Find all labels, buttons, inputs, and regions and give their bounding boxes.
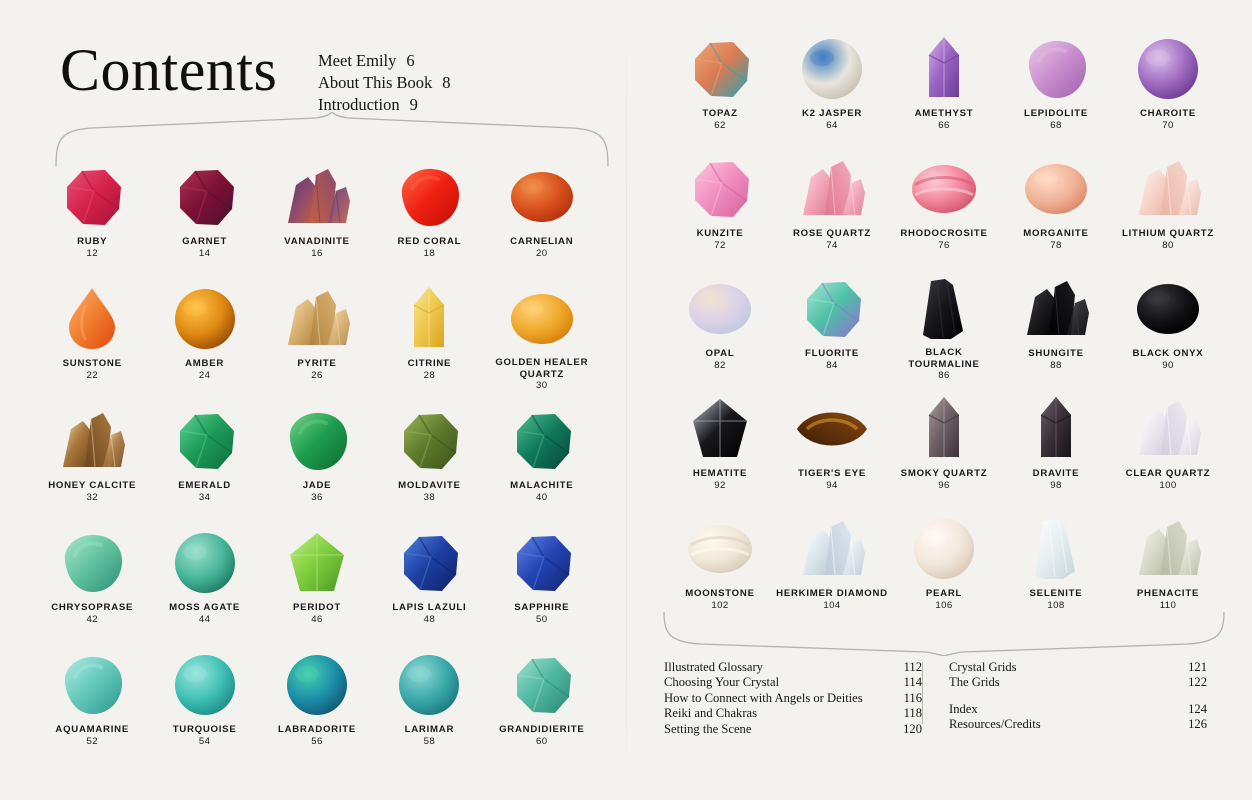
- contents-entry[interactable]: [1000, 512, 1112, 622]
- crystal-name: SAPPHIRE: [514, 602, 570, 613]
- crystal-illustration: [1112, 392, 1224, 466]
- crystal-illustration: [1112, 152, 1224, 226]
- contents-entry[interactable]: [888, 32, 1000, 142]
- crystal-name: CLEAR QUARTZ: [1125, 468, 1211, 479]
- contents-entry[interactable]: [261, 526, 373, 636]
- book-spine: [626, 0, 627, 800]
- page-title: Contents: [60, 37, 278, 103]
- crystal-page-number: 68: [1050, 119, 1062, 131]
- back-matter-page: 116: [903, 690, 922, 705]
- crystal-page-number: 20: [536, 247, 548, 259]
- contents-entry[interactable]: [1112, 152, 1224, 262]
- front-matter-list: [318, 50, 451, 116]
- contents-entry[interactable]: [373, 526, 485, 636]
- crystal-page-number: 72: [714, 239, 726, 251]
- back-matter-label: Setting the Scene: [664, 721, 752, 736]
- crystal-name: BLACK TOURMALINE: [908, 347, 980, 370]
- crystal-name: AQUAMARINE: [55, 724, 129, 735]
- crystal-illustration: [148, 160, 260, 234]
- crystal-page-number: 36: [311, 491, 323, 503]
- back-matter-row[interactable]: [664, 675, 922, 690]
- crystal-page-number: 94: [826, 479, 838, 491]
- back-matter-page: 120: [903, 721, 922, 736]
- crystal-name: PYRITE: [297, 358, 337, 369]
- contents-entry[interactable]: [888, 272, 1000, 382]
- back-matter-label: Reiki and Chakras: [664, 706, 758, 721]
- crystal-illustration: [148, 526, 260, 600]
- contents-entry[interactable]: [148, 282, 260, 392]
- crystal-name: OPAL: [705, 348, 735, 359]
- crystal-illustration: [888, 272, 1000, 345]
- crystal-page-number: 70: [1162, 119, 1174, 131]
- crystal-name: GRANDIDIERITE: [499, 724, 585, 735]
- crystal-page-number: 86: [938, 370, 950, 381]
- crystal-page-number: 28: [423, 369, 436, 381]
- crystal-illustration: [261, 404, 373, 478]
- contents-entry[interactable]: [36, 648, 148, 758]
- crystal-page-number: 106: [935, 599, 953, 611]
- crystal-page-number: 18: [423, 247, 436, 259]
- back-matter-row[interactable]: [949, 675, 1207, 690]
- crystal-illustration: [373, 648, 485, 722]
- crystal-name: KUNZITE: [696, 228, 744, 239]
- contents-entry[interactable]: [486, 648, 598, 758]
- contents-entry[interactable]: [36, 526, 148, 636]
- contents-entry[interactable]: [664, 152, 776, 262]
- crystal-name: LAPIS LAZULI: [392, 602, 467, 613]
- back-matter-label: Index: [949, 701, 978, 716]
- stone-grid-right: [664, 32, 1224, 622]
- crystal-page-number: 52: [86, 735, 98, 747]
- crystal-name: CARNELIAN: [510, 236, 574, 247]
- crystal-name: AMBER: [185, 358, 225, 369]
- crystal-illustration: [261, 526, 373, 600]
- crystal-page-number: 14: [198, 247, 211, 259]
- crystal-name: MOONSTONE: [685, 588, 755, 599]
- back-matter-label: The Grids: [949, 675, 1000, 690]
- back-matter-page: 118: [903, 706, 922, 721]
- crystal-page-number: 108: [1047, 599, 1065, 611]
- crystal-page-number: 34: [198, 491, 211, 503]
- contents-entry[interactable]: [776, 272, 888, 382]
- contents-entry[interactable]: [486, 526, 598, 636]
- crystal-name: CITRINE: [407, 358, 452, 369]
- crystal-illustration: [373, 282, 485, 356]
- back-matter-label: Resources/Credits: [949, 717, 1041, 732]
- crystal-page-number: 42: [86, 613, 98, 625]
- crystal-illustration: [664, 392, 776, 466]
- crystal-name: HEMATITE: [692, 468, 748, 479]
- crystal-name: TURQUOISE: [172, 724, 237, 735]
- contents-entry[interactable]: [261, 648, 373, 758]
- crystal-page-number: 78: [1050, 239, 1062, 251]
- crystal-name: RUBY: [77, 236, 108, 247]
- contents-entry[interactable]: [664, 32, 776, 142]
- crystal-page-number: 56: [311, 735, 323, 747]
- contents-entry[interactable]: [1000, 392, 1112, 502]
- crystal-name: DRAVITE: [1032, 468, 1080, 479]
- crystal-page-number: 58: [423, 735, 436, 747]
- back-matter-page: 122: [1188, 675, 1207, 690]
- contents-entry[interactable]: [776, 392, 888, 502]
- crystal-name: CHRYSOPRASE: [51, 602, 134, 613]
- crystal-name: SHUNGITE: [1028, 348, 1084, 359]
- contents-entry[interactable]: [261, 404, 373, 514]
- crystal-name: SUNSTONE: [62, 358, 122, 369]
- contents-entry[interactable]: [1112, 392, 1224, 502]
- contents-entry[interactable]: [1000, 272, 1112, 382]
- crystal-page-number: 88: [1050, 359, 1062, 371]
- crystal-page-number: 110: [1159, 599, 1177, 611]
- contents-entry[interactable]: [888, 392, 1000, 502]
- crystal-page-number: 98: [1050, 479, 1062, 491]
- crystal-illustration: [1112, 512, 1224, 586]
- back-matter-page: 121: [1188, 660, 1207, 674]
- crystal-illustration: [776, 512, 888, 586]
- crystal-page-number: 80: [1162, 239, 1174, 251]
- crystal-illustration: [888, 392, 1000, 466]
- back-matter-page: 112: [903, 660, 922, 674]
- contents-entry[interactable]: [148, 526, 260, 636]
- crystal-page-number: 74: [826, 239, 838, 251]
- crystal-illustration: [486, 160, 598, 234]
- crystal-illustration: [1000, 392, 1112, 466]
- crystal-page-number: 62: [714, 119, 726, 131]
- contents-entry[interactable]: [1000, 152, 1112, 262]
- contents-entry[interactable]: [1112, 512, 1224, 622]
- contents-entry[interactable]: [373, 404, 485, 514]
- crystal-illustration: [664, 152, 776, 226]
- crystal-name: MOLDAVITE: [398, 480, 461, 491]
- crystal-illustration: [36, 648, 148, 722]
- crystal-name: SMOKY QUARTZ: [900, 468, 988, 479]
- crystal-name: LARIMAR: [404, 724, 455, 735]
- crystal-page-number: 30: [536, 380, 548, 391]
- crystal-page-number: 50: [536, 613, 548, 625]
- crystal-illustration: [148, 404, 260, 478]
- contents-entry[interactable]: [148, 160, 260, 270]
- crystal-page-number: 96: [938, 479, 950, 491]
- crystal-name: LITHIUM QUARTZ: [1121, 228, 1215, 239]
- crystal-illustration: [148, 282, 260, 356]
- crystal-name: SELENITE: [1029, 588, 1083, 599]
- contents-entry[interactable]: [261, 160, 373, 270]
- crystal-name: MOSS AGATE: [169, 602, 241, 613]
- crystal-page-number: 64: [826, 119, 838, 131]
- crystal-page-number: 66: [938, 119, 950, 131]
- back-matter-row[interactable]: [664, 691, 922, 706]
- front-matter-label: Introduction: [318, 95, 400, 114]
- front-matter-row: [318, 50, 451, 72]
- crystal-illustration: [486, 526, 598, 600]
- back-matter-label: Choosing Your Crystal: [664, 675, 780, 690]
- contents-entry[interactable]: [486, 160, 598, 270]
- crystal-illustration: [776, 32, 888, 106]
- crystal-name: MORGANITE: [1023, 228, 1089, 239]
- crystal-name: BLACK ONYX: [1132, 348, 1204, 359]
- back-matter-page: 114: [903, 675, 922, 690]
- crystal-illustration: [888, 152, 1000, 226]
- crystal-illustration: [261, 648, 373, 722]
- crystal-illustration: [1000, 512, 1112, 586]
- crystal-page-number: 60: [536, 735, 548, 747]
- crystal-illustration: [664, 512, 776, 586]
- crystal-illustration: [888, 32, 1000, 106]
- crystal-name: HONEY CALCITE: [48, 480, 137, 491]
- crystal-page-number: 102: [711, 599, 729, 611]
- back-matter-page: 126: [1188, 717, 1207, 732]
- crystal-illustration: [1000, 152, 1112, 226]
- crystal-illustration: [373, 526, 485, 600]
- front-matter-page: 6: [406, 51, 415, 70]
- crystal-illustration: [261, 282, 373, 356]
- crystal-name: CHAROITE: [1139, 108, 1197, 119]
- crystal-page-number: 12: [86, 247, 98, 259]
- back-matter-spacer: [949, 691, 1207, 702]
- crystal-page-number: 32: [86, 491, 98, 503]
- stone-grid-left: [36, 160, 598, 758]
- contents-entry[interactable]: [148, 404, 260, 514]
- crystal-name: LEPIDOLITE: [1024, 108, 1088, 119]
- crystal-illustration: [148, 648, 260, 722]
- crystal-page-number: 92: [714, 479, 726, 491]
- contents-entry[interactable]: [36, 282, 148, 392]
- contents-entry[interactable]: [664, 272, 776, 382]
- crystal-name: FLUORITE: [805, 348, 859, 359]
- contents-entry[interactable]: [36, 404, 148, 514]
- crystal-name: TOPAZ: [702, 108, 738, 119]
- crystal-illustration: [486, 648, 598, 722]
- back-matter-row[interactable]: [949, 702, 1207, 717]
- crystal-page-number: 84: [826, 359, 838, 371]
- crystal-page-number: 38: [423, 491, 436, 503]
- back-matter-column-left: [664, 660, 922, 737]
- contents-entry[interactable]: [776, 512, 888, 622]
- crystal-illustration: [261, 160, 373, 234]
- crystal-name: K2 JASPER: [801, 108, 863, 119]
- crystal-illustration: [776, 272, 888, 346]
- back-matter-column-right: [923, 660, 1207, 737]
- crystal-name: EMERALD: [178, 480, 231, 491]
- crystal-name: GOLDEN HEALER QUARTZ: [495, 357, 589, 380]
- back-matter-label: Crystal Grids: [949, 660, 1017, 674]
- crystal-page-number: 82: [714, 359, 726, 371]
- crystal-name: TIGER'S EYE: [797, 468, 867, 479]
- contents-entry[interactable]: [486, 282, 598, 392]
- crystal-illustration: [776, 392, 888, 466]
- crystal-illustration: [486, 404, 598, 478]
- contents-entry[interactable]: [36, 160, 148, 270]
- contents-entry[interactable]: [1112, 272, 1224, 382]
- crystal-illustration: [1000, 32, 1112, 106]
- front-matter-page: 8: [442, 73, 451, 92]
- crystal-name: VANADINITE: [284, 236, 350, 247]
- crystal-illustration: [1000, 272, 1112, 346]
- crystal-name: MALACHITE: [510, 480, 574, 491]
- back-matter-label: Illustrated Glossary: [664, 660, 763, 674]
- crystal-illustration: [664, 272, 776, 346]
- crystal-name: LABRADORITE: [277, 724, 357, 735]
- contents-entry[interactable]: [776, 152, 888, 262]
- contents-entry[interactable]: [888, 152, 1000, 262]
- contents-entry[interactable]: [373, 160, 485, 270]
- crystal-page-number: 90: [1162, 359, 1174, 371]
- crystal-illustration: [36, 526, 148, 600]
- back-matter-label: How to Connect with Angels or Deities: [664, 690, 863, 705]
- crystal-name: JADE: [302, 480, 332, 491]
- back-matter-row[interactable]: [664, 722, 922, 737]
- crystal-page-number: 48: [423, 613, 436, 625]
- crystal-name: PERIDOT: [293, 602, 341, 613]
- contents-entry[interactable]: [373, 282, 485, 392]
- contents-entry[interactable]: [148, 648, 260, 758]
- contents-entry[interactable]: [888, 512, 1000, 622]
- contents-entry[interactable]: [1112, 32, 1224, 142]
- crystal-page-number: 16: [311, 247, 323, 259]
- crystal-illustration: [1112, 272, 1224, 346]
- front-matter-label: About This Book: [318, 73, 433, 92]
- back-matter-row[interactable]: [664, 660, 922, 675]
- crystal-illustration: [664, 32, 776, 106]
- contents-entry[interactable]: [373, 648, 485, 758]
- back-matter: [664, 660, 1224, 737]
- crystal-illustration: [373, 160, 485, 234]
- crystal-name: ROSE QUARTZ: [792, 228, 872, 239]
- crystal-illustration: [1112, 32, 1224, 106]
- crystal-page-number: 104: [823, 599, 841, 611]
- contents-entry[interactable]: [1000, 32, 1112, 142]
- crystal-page-number: 24: [198, 369, 211, 381]
- crystal-page-number: 100: [1159, 479, 1177, 491]
- back-matter-page: 124: [1188, 701, 1207, 716]
- crystal-page-number: 46: [311, 613, 323, 625]
- crystal-illustration: [486, 282, 598, 355]
- crystal-illustration: [36, 282, 148, 356]
- crystal-page-number: 54: [198, 735, 211, 747]
- crystal-illustration: [373, 404, 485, 478]
- contents-entry[interactable]: [664, 512, 776, 622]
- front-matter-page: 9: [409, 95, 418, 114]
- crystal-name: HERKIMER DIAMOND: [776, 588, 888, 599]
- crystal-page-number: 76: [938, 239, 950, 251]
- crystal-page-number: 44: [198, 613, 211, 625]
- crystal-name: PEARL: [925, 588, 963, 599]
- crystal-illustration: [36, 404, 148, 478]
- contents-entry[interactable]: [776, 32, 888, 142]
- crystal-name: RHODOCROSITE: [900, 228, 988, 239]
- contents-entry[interactable]: [261, 282, 373, 392]
- crystal-page-number: 40: [536, 491, 548, 503]
- contents-entry[interactable]: [486, 404, 598, 514]
- crystal-name: RED CORAL: [397, 236, 462, 247]
- crystal-name: GARNET: [182, 236, 228, 247]
- crystal-illustration: [888, 512, 1000, 586]
- crystal-page-number: 26: [311, 369, 323, 381]
- crystal-page-number: 22: [86, 369, 98, 381]
- front-matter-row: [318, 72, 451, 94]
- front-matter-label: Meet Emily: [318, 51, 397, 70]
- back-matter-row[interactable]: [949, 717, 1207, 732]
- crystal-illustration: [776, 152, 888, 226]
- back-matter-row[interactable]: [949, 660, 1207, 675]
- crystal-name: PHENACITE: [1136, 588, 1200, 599]
- contents-entry[interactable]: [664, 392, 776, 502]
- crystal-illustration: [36, 160, 148, 234]
- crystal-name: AMETHYST: [914, 108, 974, 119]
- back-matter-row[interactable]: [664, 706, 922, 721]
